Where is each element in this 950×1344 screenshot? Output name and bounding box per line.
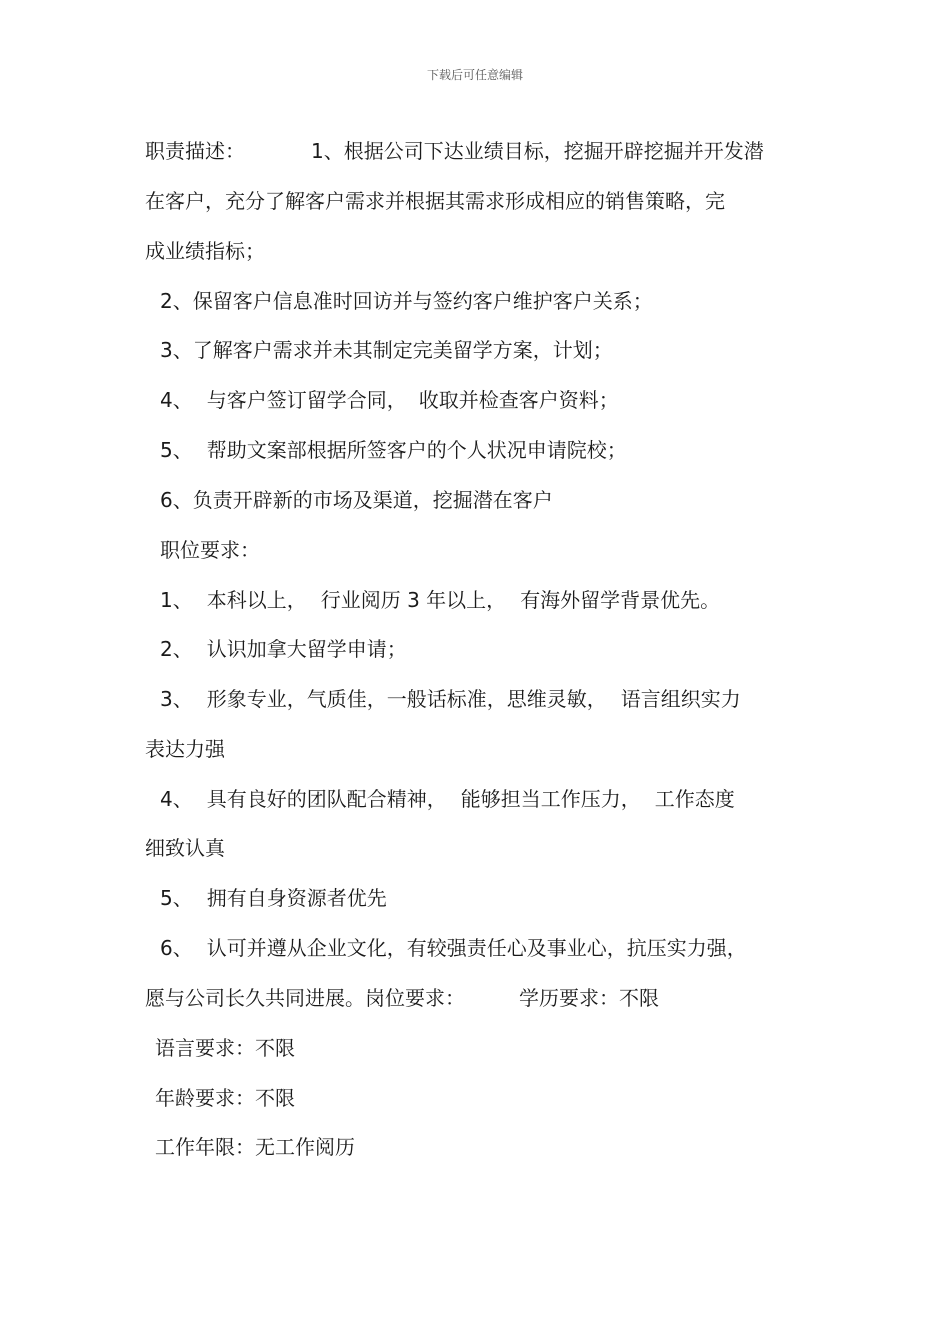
page-header: 下载后可任意编辑 (426, 68, 523, 82)
text-segment: 语言要求：不限 (155, 1036, 295, 1060)
text-segment: 6、 (160, 936, 193, 960)
text-segment: 年龄要求：不限 (155, 1086, 295, 1110)
text-line (155, 1035, 295, 1061)
text-line (160, 686, 741, 712)
text-segment: 拥有自身资源者优先 (206, 886, 387, 910)
text-segment: 行业阅历 3 年以上， (320, 588, 507, 612)
text-segment: 认识加拿大留学申请； (206, 637, 407, 661)
text-segment: 工作态度 (654, 787, 735, 811)
text-segment: 职责描述： (145, 139, 245, 163)
text-segment: 愿与公司长久共同进展。岗位要求： (145, 986, 465, 1010)
text-line (160, 288, 653, 314)
text-segment: 2、 (160, 637, 193, 661)
text-line (155, 1085, 295, 1111)
text-segment: 2、保留客户信息准时回访并与签约客户维护客户关系； (160, 289, 653, 313)
text-segment: 1、 (160, 588, 193, 612)
text-line (145, 238, 265, 264)
text-segment: 有海外留学背景优先。 (520, 588, 721, 612)
text-line (160, 487, 553, 513)
text-line (160, 387, 619, 413)
text-segment: 1、根据公司下达业绩目标，挖掘开辟挖掘并开发潜 (311, 139, 764, 163)
text-segment: 6、负责开辟新的市场及渠道，挖掘潜在客户 (160, 488, 553, 512)
text-segment: 细致认真 (145, 836, 225, 860)
text-line (160, 885, 387, 911)
text-line (160, 437, 627, 463)
text-segment: 5、 (160, 886, 193, 910)
text-segment: 4、 (160, 787, 193, 811)
text-line (160, 935, 747, 961)
text-segment: 语言组织实力 (620, 687, 741, 711)
text-segment: 收取并检查客户资料； (418, 388, 619, 412)
text-segment: 5、 (160, 438, 193, 462)
text-segment: 工作年限：无工作阅历 (155, 1135, 355, 1159)
text-line (145, 188, 725, 214)
text-segment: 成业绩指标； (145, 239, 265, 263)
text-segment: 学历要求：不限 (519, 986, 659, 1010)
text-segment: 3、了解客户需求并未其制定完美留学方案，计划； (160, 338, 613, 362)
text-segment: 职位要求： (160, 538, 260, 562)
text-segment: 4、 (160, 388, 193, 412)
section-heading (160, 537, 260, 563)
text-segment: 认可并遵从企业文化，有较强责任心及事业心，抗压实力强， (206, 936, 747, 960)
text-segment: 具有良好的团队配合精神， (206, 787, 447, 811)
text-line (145, 985, 659, 1011)
text-line (160, 337, 613, 363)
text-segment: 本科以上， (206, 588, 307, 612)
text-segment: 能够担当工作压力， (460, 787, 641, 811)
text-segment: 在客户，充分了解客户需求并根据其需求形成相应的销售策略，完 (145, 189, 725, 213)
text-line (155, 1134, 355, 1160)
text-line (145, 138, 764, 164)
text-segment: 与客户签订留学合同， (206, 388, 407, 412)
text-line (160, 786, 735, 812)
text-segment: 3、 (160, 687, 193, 711)
text-segment: 表达力强 (145, 737, 225, 761)
text-line (160, 636, 407, 662)
text-line (145, 835, 225, 861)
text-line (160, 587, 720, 613)
text-segment: 形象专业，气质佳，一般话标准，思维灵敏， (206, 687, 607, 711)
text-segment: 帮助文案部根据所签客户的个人状况申请院校； (206, 438, 627, 462)
text-line (145, 736, 225, 762)
